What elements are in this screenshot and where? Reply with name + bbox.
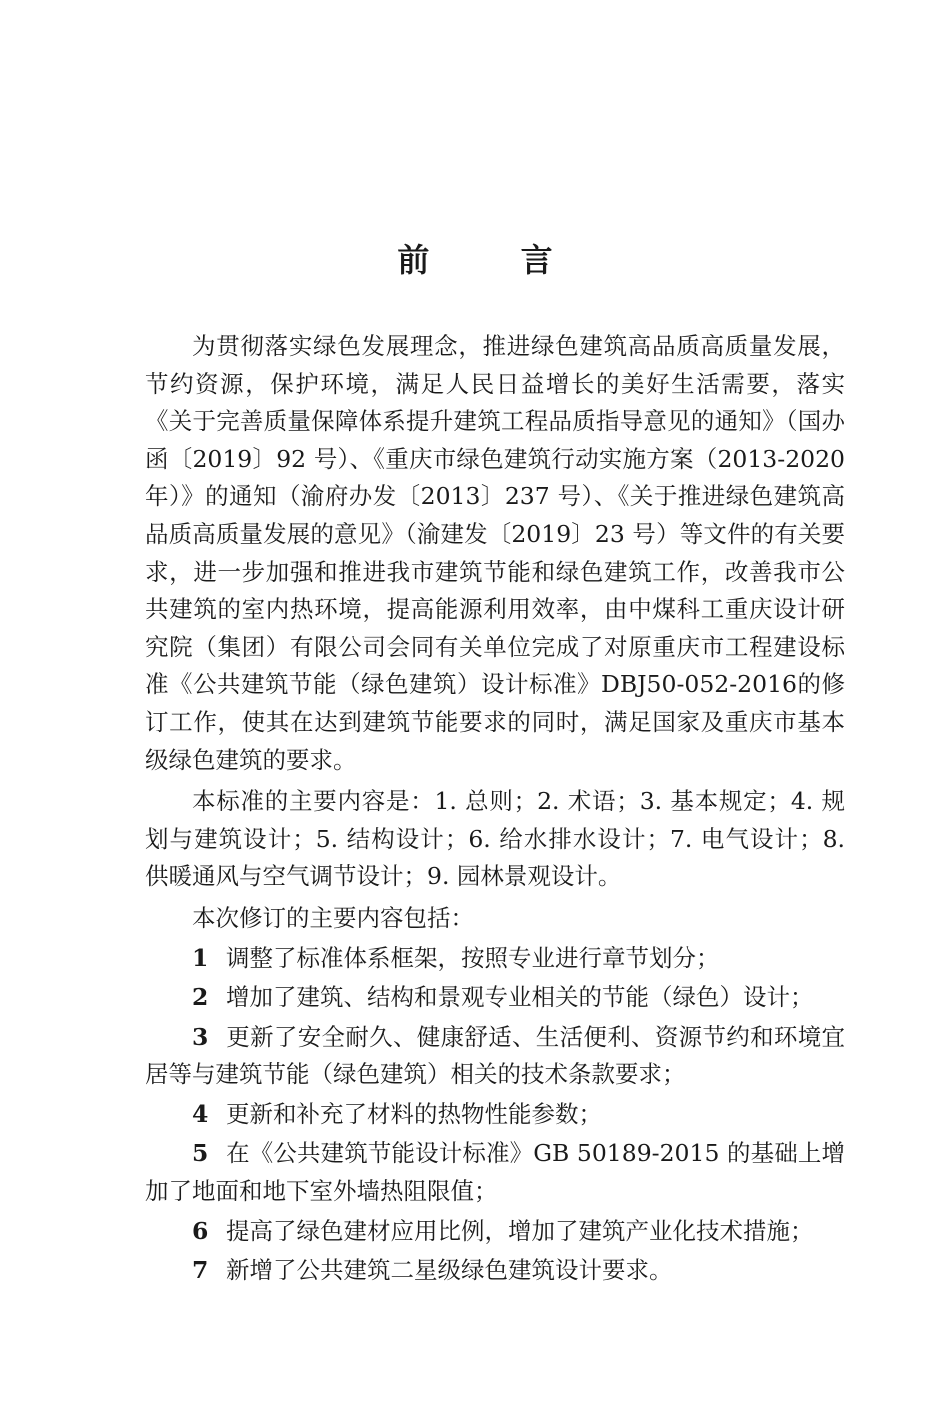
list-item-text: 增加了建筑、结构和景观专业相关的节能（绿色）设计； — [226, 983, 814, 1012]
list-item-number: 7 — [192, 1256, 209, 1285]
content-paragraph: 本标准的主要内容是：1. 总则；2. 术语；3. 基本规定；4. 规划与建筑设计；5. 结构设计；6. 给水排水设计；7. 电气设计；8. 供暖通风与空气调节设计；9. 园林景观设计。 — [145, 787, 845, 891]
list-item-text: 提高了绿色建材应用比例，增加了建筑产业化技术措施； — [226, 1216, 814, 1245]
list-item-number: 2 — [192, 983, 209, 1012]
list-item — [145, 1135, 845, 1210]
document-body — [145, 328, 845, 1290]
list-item-text: 在《公共建筑节能设计标准》GB 50189-2015 的基础上增加了地面和地下室外墙热阻限值； — [145, 1139, 845, 1206]
list-item-number: 1 — [192, 943, 209, 972]
revision-heading-paragraph: 本次修订的主要内容包括： — [192, 903, 474, 932]
list-item-number: 6 — [192, 1216, 209, 1245]
list-item — [145, 1019, 845, 1094]
list-item — [145, 979, 845, 1017]
list-item-text: 调整了标准体系框架，按照专业进行章节划分； — [226, 943, 720, 972]
list-item-text: 更新了安全耐久、健康舒适、生活便利、资源节约和环境宜居等与建筑节能（绿色建筑）相关的技术条款要求； — [145, 1022, 845, 1089]
list-item — [145, 1096, 845, 1134]
list-item-number: 4 — [192, 1099, 209, 1128]
list-item — [145, 940, 845, 978]
list-item — [145, 1252, 845, 1290]
list-item-number: 3 — [192, 1022, 209, 1051]
list-item-text: 新增了公共建筑二星级绿色建筑设计要求。 — [226, 1256, 673, 1285]
intro-paragraph: 为贯彻落实绿色发展理念，推进绿色建筑高品质高质量发展，节约资源，保护环境，满足人民日益增长的美好生活需要，落实《关于完善质量保障体系提升建筑工程品质指导意见的通知》（国办函〔2019〕92 号）、《重庆市绿色建筑行动实施方案（2013-2020 年）》的通知（渝府办发〔2013〕237 号）、《关于推进绿色建筑高品质高质量发展的意见》（渝建发〔2019〕23 号）等文件的有关要求，进一步加强和推进我市建筑节能和绿色建筑工作，改善我市公共建筑的室内热环境，提高能源利用效率，由中煤科工重庆设计研究院（集团）有限公司会同有关单位完成了对原重庆市工程建设标准《公共建筑节能（绿色建筑）设计标准》DBJ50-052-2016的修订工作，使其在达到建筑节能要求的同时，满足国家及重庆市基本级绿色建筑的要求。 — [145, 332, 845, 774]
list-item-number: 5 — [192, 1139, 209, 1168]
list-item — [145, 1213, 845, 1251]
page-title: 前 言 — [397, 241, 593, 279]
list-item-text: 更新和补充了材料的热物性能参数； — [226, 1099, 602, 1128]
